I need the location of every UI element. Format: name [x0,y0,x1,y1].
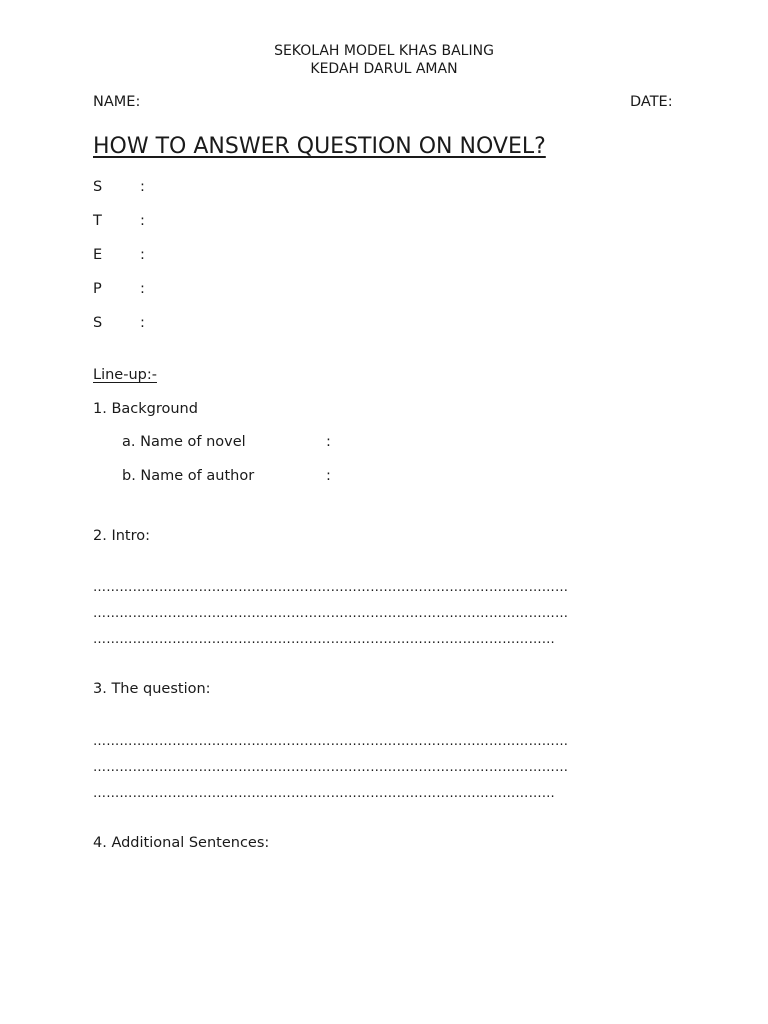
step-letter-p: P [93,281,102,297]
lineup-heading: Line-up:- [93,367,157,383]
question-answer-line: ……………………………………………………………………………………………… [93,734,569,749]
step-letter-t: T [93,213,102,229]
step-separator: : [140,247,145,263]
step-letter-s: S [93,179,103,195]
intro-answer-line: ……………………………………………………………………………………………… [93,606,569,621]
school-name: SEKOLAH MODEL KHAS BALING [274,43,494,59]
intro-answer-line: ……………………………………………………………………………………………… [93,580,569,595]
intro-answer-line: …………………………………………………………………………………………… [93,632,555,647]
date-label: DATE: [630,94,673,110]
name-label: NAME: [93,94,141,110]
step-separator: : [140,281,145,297]
question-answer-line: …………………………………………………………………………………………… [93,786,555,801]
additional-sentences-label: 4. Additional Sentences: [93,835,270,851]
novel-name-label: a. Name of novel [122,434,246,450]
novel-name-separator: : [326,434,331,450]
step-separator: : [140,315,145,331]
author-name-label: b. Name of author [122,468,255,484]
author-name-separator: : [326,468,331,484]
school-header [0,42,768,78]
intro-label: 2. Intro: [93,528,150,544]
step-letter-s2: S [93,315,103,331]
question-label: 3. The question: [93,681,211,697]
step-separator: : [140,213,145,229]
school-location: KEDAH DARUL AMAN [310,61,458,77]
question-answer-line: ……………………………………………………………………………………………… [93,760,569,775]
step-separator: : [140,179,145,195]
page-title: HOW TO ANSWER QUESTION ON NOVEL? [93,134,546,159]
step-letter-e: E [93,247,103,263]
background-label: 1. Background [93,401,198,417]
